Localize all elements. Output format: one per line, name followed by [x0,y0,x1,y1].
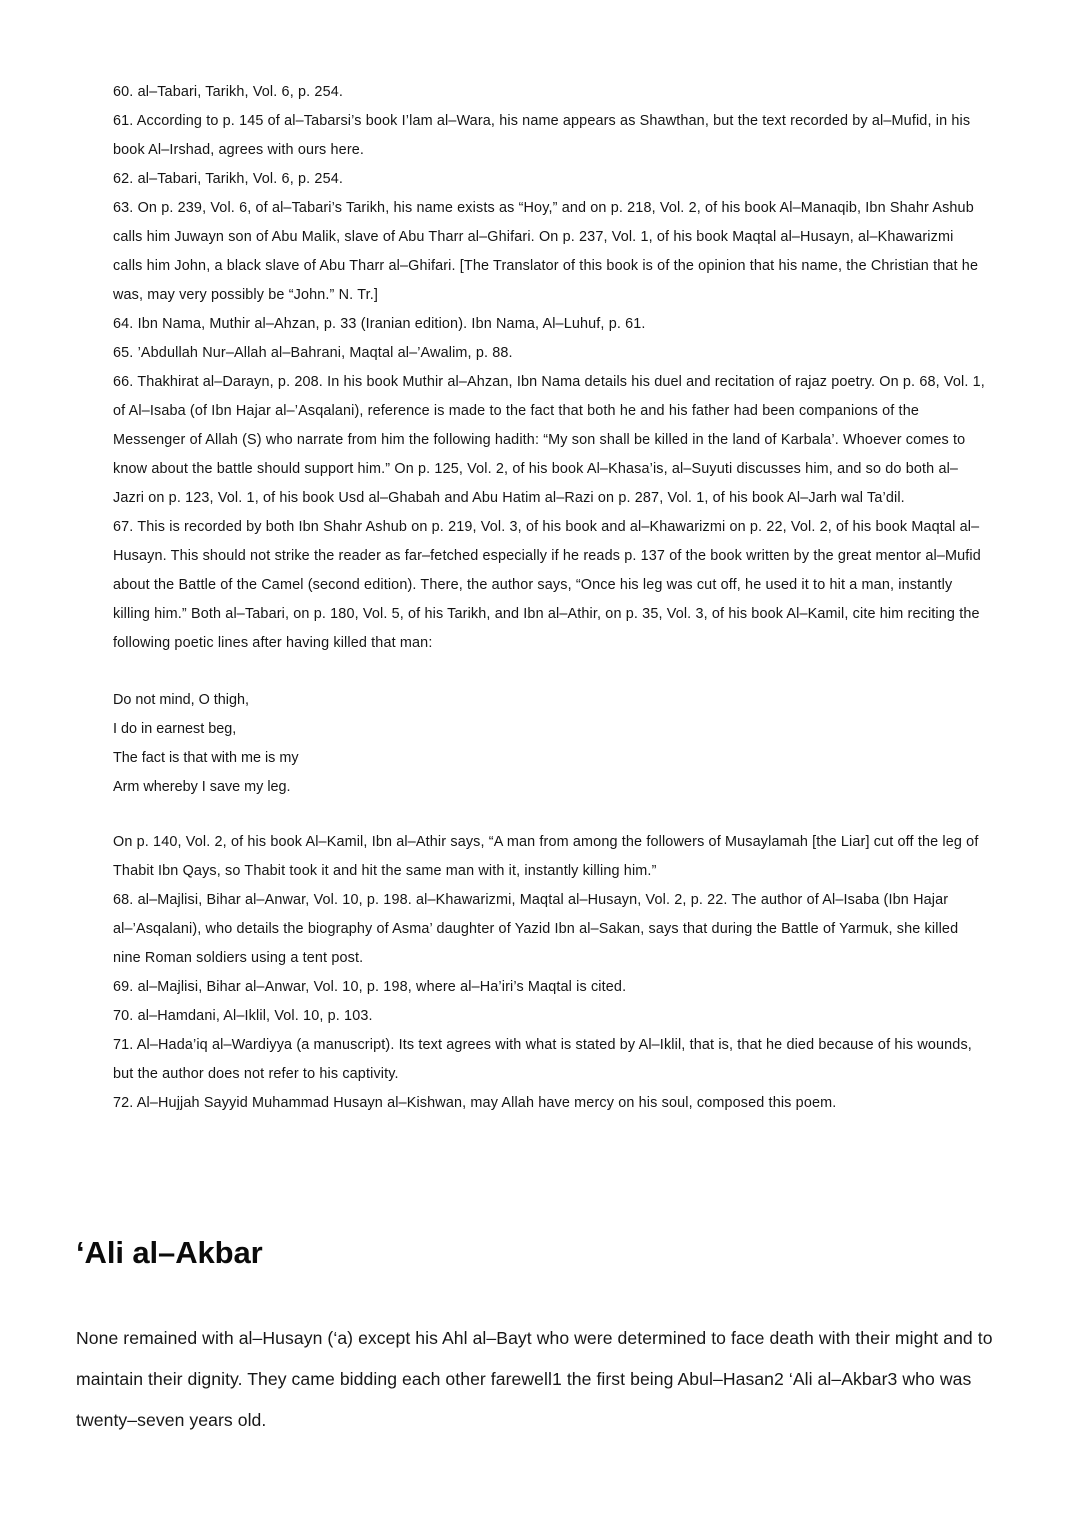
endnote-62: 62. al–Tabari, Tarikh, Vol. 6, p. 254. [113,171,343,187]
endnote-67-continuation: On p. 140, Vol. 2, of his book Al–Kamil, Ibn al–Athir says, “A man from among the followers of Musaylamah [the Liar] cut off the leg of Thabit Ibn Qays, so Thabit took it and hit the same man with it, instantly killing him.” [113,834,979,879]
endnote-71: 71. Al–Hada’iq al–Wardiyya (a manuscript). Its text agrees with what is stated by Al–Iklil, that is, that he died because of his wounds, but the author does not refer to his captivity. [113,1037,972,1082]
section-heading: ‘Ali al–Akbar [76,1235,263,1270]
endnote-72: 72. Al–Hujjah Sayyid Muhammad Husayn al–Kishwan, may Allah have mercy on his soul, composed this poem. [113,1095,837,1111]
poem-line-1: Do not mind, O thigh, [113,692,249,708]
poem-line-2: I do in earnest beg, [113,721,237,737]
endnotes-block [113,78,987,1118]
endnote-64: 64. Ibn Nama, Muthir al–Ahzan, p. 33 (Iranian edition). Ibn Nama, Al–Luhuf, p. 61. [113,316,646,332]
poem-line-4: Arm whereby I save my leg. [113,779,291,795]
poem-line-3: The fact is that with me is my [113,750,299,766]
poem-block [113,686,987,802]
endnote-63: 63. On p. 239, Vol. 6, of al–Tabari’s Tarikh, his name exists as “Hoy,” and on p. 218, Vol. 2, of his book Al–Manaqib, Ibn Shahr Ashub calls him Juwayn son of Abu Malik, slave of Abu Tharr al–Ghifari. On p. 237, Vol. 1, of his book Maqtal al–Husayn, al–Khawarizmi calls him John, a black slave of Abu Tharr al–Ghifari. [The Translator of this book is of the opinion that his name, the Christian that he was, may very possibly be “John.” N. Tr.] [113,200,979,303]
endnote-61: 61. According to p. 145 of al–Tabarsi’s book I’lam al–Wara, his name appears as Shawthan, but the text recorded by al–Mufid, in his book Al–Irshad, agrees with ours here. [113,113,971,158]
endnote-69: 69. al–Majlisi, Bihar al–Anwar, Vol. 10, p. 198, where al–Ha’iri’s Maqtal is cited. [113,979,627,995]
endnote-70: 70. al–Hamdani, Al–Iklil, Vol. 10, p. 103. [113,1008,373,1024]
endnote-60: 60. al–Tabari, Tarikh, Vol. 6, p. 254. [113,84,343,100]
endnote-65: 65. ’Abdullah Nur–Allah al–Bahrani, Maqtal al–’Awalim, p. 88. [113,345,513,361]
endnote-68: 68. al–Majlisi, Bihar al–Anwar, Vol. 10, p. 198. al–Khawarizmi, Maqtal al–Husayn, Vol. 2, p. 22. The author of Al–Isaba (Ibn Hajar al–’Asqalani), who details the biography of Asma’ daughter of Yazid Ibn al–Sakan, says that during the Battle of Yarmuk, she killed nine Roman soldiers using a tent post. [113,892,959,966]
endnote-67: 67. This is recorded by both Ibn Shahr Ashub on p. 219, Vol. 3, of his book and al–Khawarizmi on p. 22, Vol. 2, of his book Maqtal al–Husayn. This should not strike the reader as far–fetched especially if he reads p. 137 of the book written by the great mentor al–Mufid about the Battle of the Camel (second edition). There, the author says, “Once his leg was cut off, he used it to hit a man, instantly killing him.” Both al–Tabari, on p. 180, Vol. 5, of his Tarikh, and Ibn al–Athir, on p. 35, Vol. 3, of his book Al–Kamil, cite him reciting the following poetic lines after having killed that man: [113,519,981,651]
section-body-paragraph: None remained with al–Husayn (‘a) except his Ahl al–Bayt who were determined to face death with their might and to maintain their dignity. They came bidding each other farewell1 the first being Abul–Hasan2 ‘Ali al–Akbar3 who was twenty–seven years old. [76,1328,993,1430]
endnote-66: 66. Thakhirat al–Darayn, p. 208. In his book Muthir al–Ahzan, Ibn Nama details his duel and recitation of rajaz poetry. On p. 68, Vol. 1, of Al–Isaba (of Ibn Hajar al–’Asqalani), reference is made to the fact that both he and his father had been companions of the Messenger of Allah (S) who narrate from him the following hadith: “My son shall be killed in the land of Karbala’. Whoever comes to know about the battle should support him.” On p. 125, Vol. 2, of his book Al–Khasa’is, al–Suyuti discusses him, and so do both al–Jazri on p. 123, Vol. 1, of his book Usd al–Ghabah and Abu Hatim al–Razi on p. 287, Vol. 1, of his book Al–Jarh wal Ta’dil. [113,374,985,506]
